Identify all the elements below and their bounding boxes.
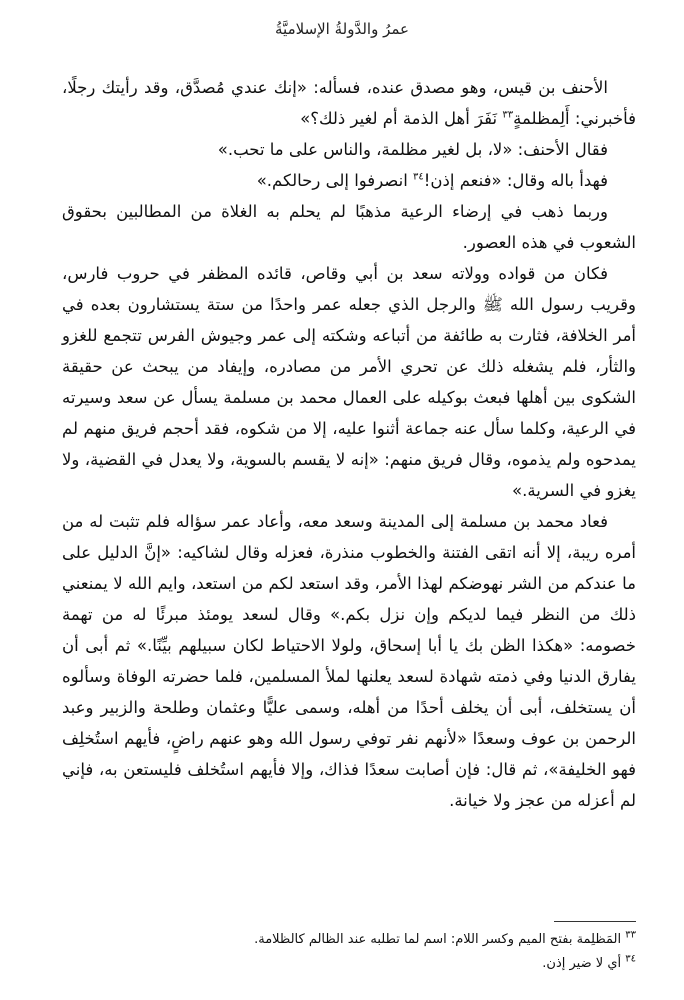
footnote-text: أي لا ضير إذن. bbox=[542, 956, 622, 971]
running-header: عمرُ والدَّولةُ الإسلاميَّةُ bbox=[275, 20, 409, 38]
body-text bbox=[62, 72, 636, 816]
paragraph-text: الأحنف بن قيس، وهو مصدق عنده، فسأله: «إنك عندي مُصدَّق، وقد رأيتك رجلًا، فأخبرني: أَلِمظلمةٍ bbox=[62, 78, 636, 128]
footnote-number: ٣٣ bbox=[625, 929, 636, 941]
paragraph bbox=[62, 258, 636, 506]
paragraph-text: فهدأ باله وقال: «فنعم إذن! bbox=[423, 171, 608, 190]
paragraph-text: فقال الأحنف: «لا، بل لغير مظلمة، والناس على ما تحب.» bbox=[217, 140, 608, 159]
footnote bbox=[62, 952, 636, 976]
paragraph-text: فعاد محمد بن مسلمة إلى المدينة وسعد معه، وأعاد عمر سؤاله فلم تثبت له من أمره ريبة، إلا أنه اتقى الفتنة والخطوب منذرة، فعزله وقال لشاكيه: «إنَّ الدليل على ما عندكم من الشر نهوضكم لهذا الأمر، وقد استعد لكم من استعد، وايم الله لا يمنعني ذلك من النظر فيما لديكم وإن نزل بكم.» وقال لسعد يومئذ مبرئًا له من تهمة خصومه: «هكذا الظن بك يا أبا إسحاق، ولولا الاحتياط لكان سبيلهم بيِّنًا.» ثم أبى أن يفارق الدنيا وفي ذمته شهادة لسعد يعلنها لملأ المسلمين، فلما حضرته الوفاة وسألوه أن يستخلف، أبى أن يخلف أحدًا من أهله، وسمى عليًّا وعثمان وطلحة والزبير وعبد الرحمن بن عوف وسعدًا «لأنهم نفر توفي رسول الله وهو عنهم راضٍ، فأيهم استُخلِف فهو الخليفة»، ثم قال: فإن أصابت سعدًا فذاك، وإلا فأيهم استُخلف فليستعن به، فإني لم أعزله من عجز ولا خيانة. bbox=[62, 512, 636, 810]
paragraph bbox=[62, 196, 636, 258]
paragraph-text: نَفَرَ أهل الذمة أم لغير ذلك؟» bbox=[300, 109, 503, 128]
paragraph bbox=[62, 506, 636, 816]
paragraph bbox=[62, 165, 636, 196]
paragraph-text: فكان من قواده وولاته سعد بن أبي وقاص، قائده المظفر في حروب فارس، وقريب رسول الله ﷺ والرجل الذي جعله عمر واحدًا من ستة يستشارون بعده في أمر الخلافة، فثارت به طائفة من أتباعه وشكته إلى عمر وجيوش الفرس تتجمع للغزو والثأر، فلم يشغله ذلك عن تحري الأمر من مصادره، وإيفاد من يبحث عن حقيقة الشكوى بين أهلها فبعث بوكيله على العمال محمد بن مسلمة يسأل عن سعد وسيرته في الرعية، وكلما سأل عنه جماعة أثنوا عليه، إلا من شكوه، فقد أحجم فريق منهم لم يمدحوه ولم يذموه، وقال فريق منهم: «إنه لا يقسم بالسوية، ولا يعدل في القضية، ولا يغزو في السرية.» bbox=[62, 264, 636, 500]
paragraph bbox=[62, 134, 636, 165]
footnote-number: ٣٤ bbox=[625, 953, 636, 965]
paragraph-text: وربما ذهب في إرضاء الرعية مذهبًا لم يحلم به الغلاة من المطالبين بحقوق الشعوب في هذه العصور. bbox=[62, 202, 636, 252]
footnote-divider bbox=[554, 921, 636, 922]
footnotes bbox=[62, 928, 636, 976]
paragraph bbox=[62, 72, 636, 134]
footnote-text: المَظلِمة بفتح الميم وكسر اللام: اسم لما تطلبه عند الظالم كالظلامة. bbox=[254, 932, 622, 947]
paragraph-text: انصرفوا إلى رحالكم.» bbox=[256, 171, 414, 190]
footnote-reference: ٣٤ bbox=[413, 171, 424, 183]
footnote bbox=[62, 928, 636, 952]
footnote-reference: ٣٣ bbox=[502, 109, 514, 121]
